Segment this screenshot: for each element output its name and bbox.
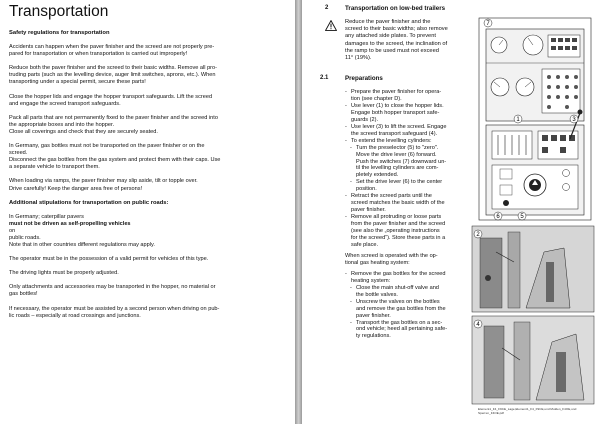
text-line: Close all coverings and check that they are securely seated. bbox=[9, 128, 158, 135]
warning-icon bbox=[325, 20, 337, 31]
control-panel-figure bbox=[478, 17, 592, 221]
paragraph-gas-bottles bbox=[9, 143, 289, 171]
text-line: Note that in other countries different regulations may apply. bbox=[9, 242, 155, 249]
text-line: gas bottles! bbox=[9, 291, 38, 298]
text-line: pared for transportation or when transportation is carried out improperly! bbox=[9, 51, 188, 58]
text-line: screed. bbox=[9, 150, 28, 157]
text-line: and engage the screed transport safeguards. bbox=[9, 100, 121, 107]
step-item: - Remove the gas bottles for the screed heating system: bbox=[345, 270, 446, 284]
paragraph-pack bbox=[9, 115, 289, 136]
paragraph-hopper bbox=[9, 94, 289, 108]
subsection-number: 2.1 bbox=[320, 75, 329, 81]
text-line bbox=[9, 214, 289, 235]
emphasis-text: must not be driven as self-propelling vehicles bbox=[9, 220, 131, 227]
text-line: Reduce the paver finisher and the bbox=[345, 19, 431, 25]
right-page bbox=[302, 0, 600, 424]
step-item: - Retract the screed parts until the screed matches the basic width of the paver finisher. bbox=[345, 193, 445, 214]
preparation-steps bbox=[345, 89, 476, 340]
callout-4: 4 bbox=[476, 322, 480, 328]
text-line: Element1_F4_F9CE_Lage,Element1_F4_F9CE,und Mulden_F4OE,und bbox=[478, 407, 577, 411]
callout-6: 6 bbox=[496, 214, 500, 220]
step-item: - To extend the levelling cylinders: bbox=[345, 137, 432, 144]
substep-item: - Set the drive lever (6) to the center position. bbox=[350, 179, 443, 193]
text-line: Only attachments and accessories may be transported in the hopper, no material or bbox=[9, 284, 216, 291]
text-line: any attached side plates. To prevent bbox=[345, 33, 436, 40]
left-page bbox=[0, 0, 295, 424]
step-item: - Prepare the paver finisher for opera- tion (see chapter D). bbox=[345, 89, 442, 102]
paragraph-assistant bbox=[9, 306, 289, 320]
text-line: In Germany, gas bottles must not be transported on the paver finisher or on the bbox=[9, 143, 205, 150]
safety-heading: Safety regulations for transportation bbox=[9, 30, 110, 36]
page-title: Transportation bbox=[9, 3, 109, 20]
text-line: Pack all parts that are not permanently fixed to the paver finisher and the screed into bbox=[9, 114, 218, 121]
substep-item: - Turn the preselector (5) to "zero". Move the drive lever (6) forward. Push the switches (7) downward un- til the levelling cylinders are com- pletely extended. bbox=[350, 144, 447, 179]
left-page-content bbox=[9, 3, 289, 327]
figure-caption bbox=[478, 408, 598, 415]
text-line: Disconnect the gas bottles from the gas system and protect them with their caps. Use bbox=[9, 157, 221, 164]
text-line: truding parts (such as the levelling device, auger limit switches, aprons, etc.). When bbox=[9, 72, 216, 79]
text-line: the appropriate boxes and into the hopper. bbox=[9, 121, 115, 128]
substep-item: - Transport the gas bottles on a sec- ond vehicle; heed all pertaining safe- ty regulations. bbox=[350, 319, 448, 340]
subsection-title: Preparations bbox=[345, 75, 383, 82]
section-number: 2 bbox=[325, 5, 329, 11]
text-run: In Germany; caterpillar pavers bbox=[9, 213, 84, 220]
paragraph-permit: The operator must be in the possession of a valid permit for vehicles of this type. bbox=[9, 256, 209, 263]
book-gutter bbox=[295, 0, 302, 424]
paragraph-caterpillar bbox=[9, 214, 289, 249]
text-line: the ramp to be used must not exceed bbox=[345, 47, 439, 54]
text-line: Sperren_F4OE.pdf bbox=[478, 410, 504, 415]
warning-text bbox=[345, 19, 473, 62]
text-line: 11° (19%). bbox=[345, 55, 372, 62]
text-line: damages to the screed, the inclination of bbox=[345, 40, 448, 47]
safeguard-figure bbox=[466, 222, 596, 410]
section-title: Transportation on low-bed trailers bbox=[345, 5, 446, 12]
additional-heading: Additional stipulations for transportation on public roads: bbox=[9, 199, 169, 206]
text-line: Reduce both the paver finisher and the screed to their basic widths. Remove all pro- bbox=[9, 65, 218, 72]
paragraph-reduce bbox=[9, 65, 289, 86]
callout-2: 2 bbox=[476, 232, 480, 238]
text-line: Drive carefully! Keep the danger area free of persons! bbox=[9, 185, 143, 192]
step-item: - Remove all protruding or loose parts from the paver finisher and the screed (see also the „operating instructions for the screed“). Store these parts in a safe place. bbox=[345, 214, 446, 248]
callout-5: 5 bbox=[520, 214, 524, 220]
paragraph-ramps bbox=[9, 178, 289, 192]
gas-intro: When screed is operated with the op- tional gas heating system: bbox=[345, 252, 438, 266]
text-line: Close the hopper lids and engage the hopper transport safeguards. Lift the screed bbox=[9, 93, 213, 100]
text-line: lic roads – especially at road crossings and junctions. bbox=[9, 312, 141, 319]
text-line: screed to their basic widths; also remove bbox=[345, 26, 448, 33]
text-line: a separate vehicle to transport them. bbox=[9, 164, 100, 171]
callout-7: 7 bbox=[486, 21, 490, 27]
substep-item: - Close the main shut-off valve and the bottle valves. bbox=[350, 284, 439, 298]
callout-3: 3 bbox=[572, 117, 576, 123]
substep-item: - Unscrew the valves on the bottles and remove the gas bottles from the paver finisher. bbox=[350, 298, 446, 319]
text-line: public roads. bbox=[9, 234, 41, 241]
text-run: on bbox=[9, 227, 16, 234]
text-line: If necessary, the operator must be assisted by a second person when driving on pub- bbox=[9, 305, 220, 312]
text-line: When loading via ramps, the paver finisher may slip aside, tilt or topple over. bbox=[9, 178, 198, 185]
paragraph-lights: The driving lights must be properly adjusted. bbox=[9, 270, 119, 277]
step-item: - Use lever (3) to lift the screed. Engage the screed transport safeguard (4). bbox=[345, 123, 447, 137]
text-line: transporting under a special permit, secure these parts! bbox=[9, 79, 146, 86]
text-line: Accidents can happen when the paver finisher and the screed are not properly pre- bbox=[9, 44, 215, 51]
paragraph-attachments bbox=[9, 284, 289, 298]
step-item: - Use lever (1) to close the hopper lids. Engage both hopper transport safe- guards (2). bbox=[345, 102, 444, 123]
callout-1: 1 bbox=[516, 117, 520, 123]
paragraph-accidents bbox=[9, 44, 289, 58]
